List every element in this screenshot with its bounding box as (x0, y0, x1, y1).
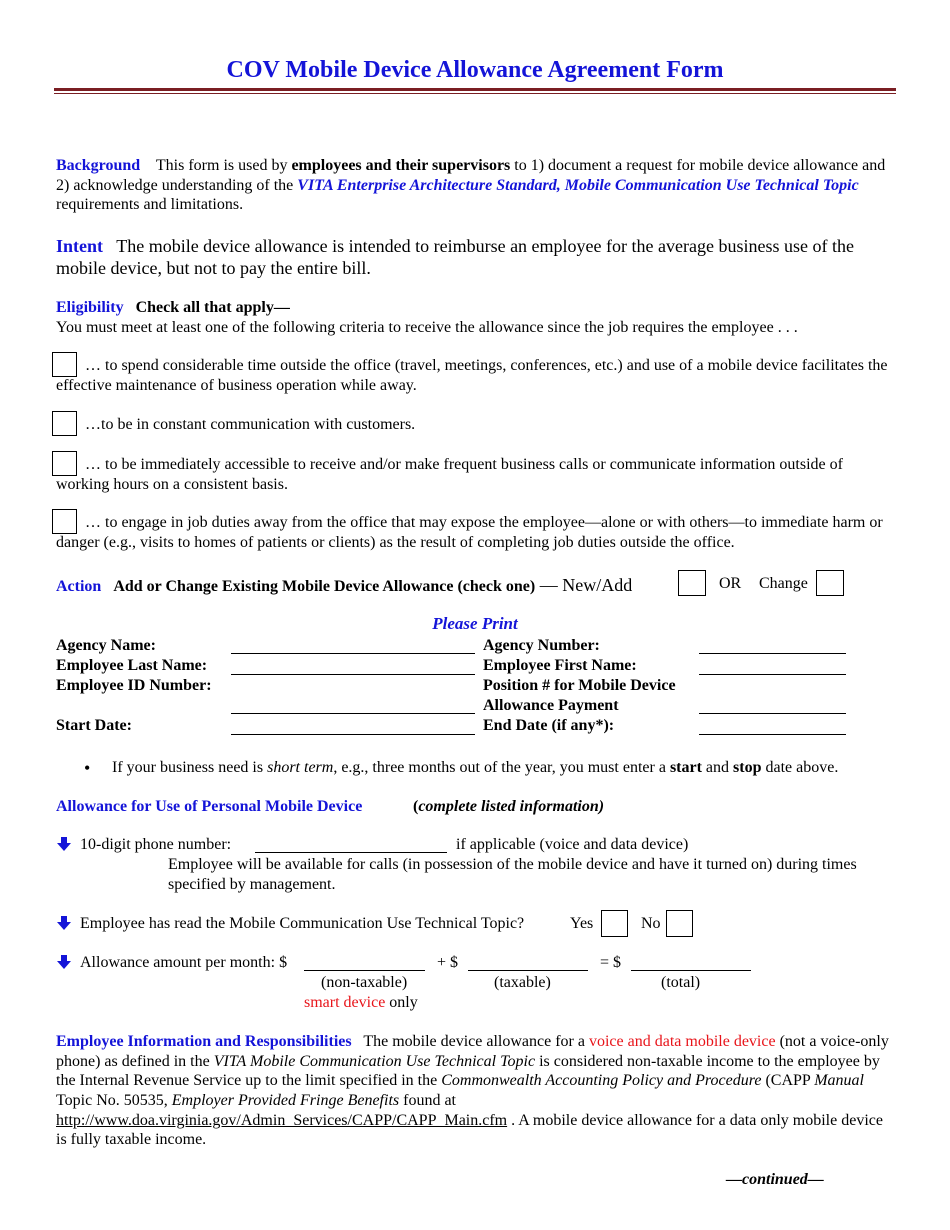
new-add-label: — New/Add (535, 575, 633, 595)
fringe-benefits-reference: Employer Provided Fringe Benefits (171, 1092, 400, 1110)
eligibility-header (56, 298, 896, 318)
read-topic-question: Employee has read the Mobile Communication Use Technical Topic? (80, 915, 525, 932)
info-text-7: . A mobile device allowance for a data only mobile device is fully taxable income. (56, 1111, 883, 1149)
instruction-paren: ( (413, 798, 419, 815)
short-term-emphasis: short term (267, 759, 334, 776)
form-title: COV Mobile Device Allowance Agreement Form (226, 57, 724, 83)
allowance-heading: Allowance for Use of Personal Mobile Device (56, 798, 363, 815)
down-arrow-icon (57, 916, 71, 930)
position-number-field[interactable] (699, 713, 846, 714)
only-text: only (385, 994, 418, 1011)
position-number-label: Position # for Mobile Device (483, 677, 676, 694)
change-checkbox[interactable] (816, 570, 844, 596)
eligibility-intro: You must meet at least one of the following criteria to receive the allowance since the job requires the employee . . . (56, 319, 798, 336)
intent-paragraph (56, 235, 896, 279)
agency-number-field[interactable] (699, 653, 846, 654)
non-taxable-amount-field[interactable] (304, 970, 425, 971)
instruction-text: complete listed information) (418, 798, 605, 815)
background-text-3: requirements and limitations. (56, 196, 244, 214)
allowance-amount-label: Allowance amount per month: $ (80, 954, 288, 971)
phone-note: Employee will be available for calls (in possession of the mobile device and have it turned on) during times specified by management. (168, 856, 857, 893)
intent-heading: Intent (56, 236, 104, 256)
employee-info-heading: Employee Information and Responsibilities (56, 1033, 352, 1050)
or-label: OR (719, 575, 742, 592)
employee-id-field[interactable] (231, 713, 475, 714)
short-term-text-2: , e.g., three months out of the year, you must enter a (333, 759, 670, 776)
short-term-note (112, 758, 838, 778)
change-label: Change (759, 575, 808, 592)
start-emphasis: start (669, 759, 702, 776)
agency-number-label: Agency Number: (483, 637, 600, 654)
criteria-2-text: …to be in constant communication with customers. (85, 416, 416, 433)
no-checkbox[interactable] (666, 910, 693, 937)
criteria-4-text: … to engage in job duties away from the office that may expose the employee—alone or with others—to immediate harm or danger (e.g., visits to homes of patients or clients) as the result of completing job duties outside the office. (56, 514, 883, 551)
continued-label: —continued— (726, 1171, 824, 1188)
end-date-field[interactable] (699, 734, 846, 735)
criteria-1-text: … to spend considerable time outside the office (travel, meetings, conferences, etc.) and use of a mobile device facilitates the effective maintenance of business operation while away. (56, 357, 888, 394)
eligibility-heading: Eligibility (56, 299, 124, 316)
start-date-field[interactable] (231, 734, 475, 735)
agency-name-label: Agency Name: (56, 637, 156, 654)
action-text: Add or Change Existing Mobile Device Allowance (check one) (113, 578, 536, 595)
info-text-1: The mobile device allowance for a (363, 1033, 589, 1050)
yes-checkbox[interactable] (601, 910, 628, 937)
employee-first-name-label: Employee First Name: (483, 657, 637, 674)
no-label: No (641, 915, 661, 932)
taxable-amount-field[interactable] (468, 970, 588, 971)
plus-sign: + $ (437, 954, 459, 971)
eligibility-instruction: Check all that apply— (135, 299, 290, 316)
info-text-5: Topic No. 50535, (56, 1092, 172, 1110)
allowance-instruction (413, 797, 604, 817)
short-term-text-4: date above. (761, 759, 839, 776)
action-row (56, 574, 632, 597)
info-text-6: found at (399, 1092, 456, 1110)
total-caption: (total) (661, 974, 701, 991)
background-text: This form is used by (155, 157, 292, 174)
title-rule-thin (54, 93, 896, 94)
smart-device-text: smart device (304, 994, 386, 1011)
employee-id-label: Employee ID Number: (56, 677, 212, 694)
yes-label: Yes (570, 915, 594, 932)
stop-emphasis: stop (733, 759, 762, 776)
phone-label: 10-digit phone number: (80, 836, 232, 853)
capp-link[interactable]: http://www.doa.virginia.gov/Admin_Services/CAPP/CAPP_Main.cfm (56, 1111, 508, 1129)
action-heading: Action (56, 578, 102, 595)
phone-suffix: if applicable (voice and data device) (456, 836, 689, 853)
agency-name-field[interactable] (231, 653, 475, 654)
vita-standard-reference: VITA Enterprise Architecture Standard, Mobile Communication Use Technical Topic (297, 176, 859, 194)
down-arrow-icon (57, 955, 71, 969)
taxable-caption: (taxable) (494, 974, 551, 991)
employee-last-name-field[interactable] (231, 674, 475, 675)
start-date-label: Start Date: (56, 717, 132, 734)
bullet-dot: • (84, 758, 91, 778)
employee-info-paragraph (56, 1032, 896, 1150)
total-amount-field[interactable] (631, 970, 751, 971)
title-rule (54, 88, 896, 91)
down-arrow-icon (57, 837, 71, 851)
info-text-2: (not a voice-only phone) as defined in the (56, 1033, 889, 1070)
phone-number-field[interactable] (255, 852, 447, 853)
short-term-text: If your business need is (112, 759, 268, 776)
new-add-checkbox[interactable] (678, 570, 706, 596)
background-emphasis: employees and their supervisors (291, 157, 511, 174)
info-text-3: is considered non-taxable income to the employee by the Internal Revenue Service up to the limit specified in the (56, 1052, 880, 1090)
allowance-header (56, 797, 362, 817)
background-paragraph (56, 156, 896, 215)
capp-reference: Commonwealth Accounting Policy and Procedure (441, 1072, 762, 1090)
vita-topic-reference: VITA Mobile Communication Use Technical Topic (213, 1052, 536, 1070)
smart-device-note (304, 993, 418, 1013)
background-text-2: to 1) document a request for mobile device allowance and 2) acknowledge understanding of the (56, 157, 886, 194)
manual-text: Manual (814, 1072, 864, 1090)
employee-last-name-label: Employee Last Name: (56, 657, 208, 674)
end-date-label: End Date (if any*): (483, 717, 615, 734)
non-taxable-caption: (non-taxable) (321, 974, 408, 991)
background-heading: Background (56, 157, 141, 174)
criteria-3-text: … to be immediately accessible to receive and/or make frequent business calls or communicate information outside of working hours on a consistent basis. (56, 456, 843, 493)
short-term-text-3: and (701, 759, 734, 776)
info-text-4: (CAPP (761, 1072, 815, 1090)
intent-text: The mobile device allowance is intended to reimburse an employee for the average business use of the mobile device, but not to pay the entire bill. (56, 236, 854, 279)
equals-sign: = $ (600, 954, 622, 971)
please-print-heading: Please Print (432, 614, 518, 633)
employee-first-name-field[interactable] (699, 674, 846, 675)
voice-data-device-text: voice and data mobile device (588, 1033, 776, 1050)
position-number-label-2: Allowance Payment (483, 697, 619, 714)
